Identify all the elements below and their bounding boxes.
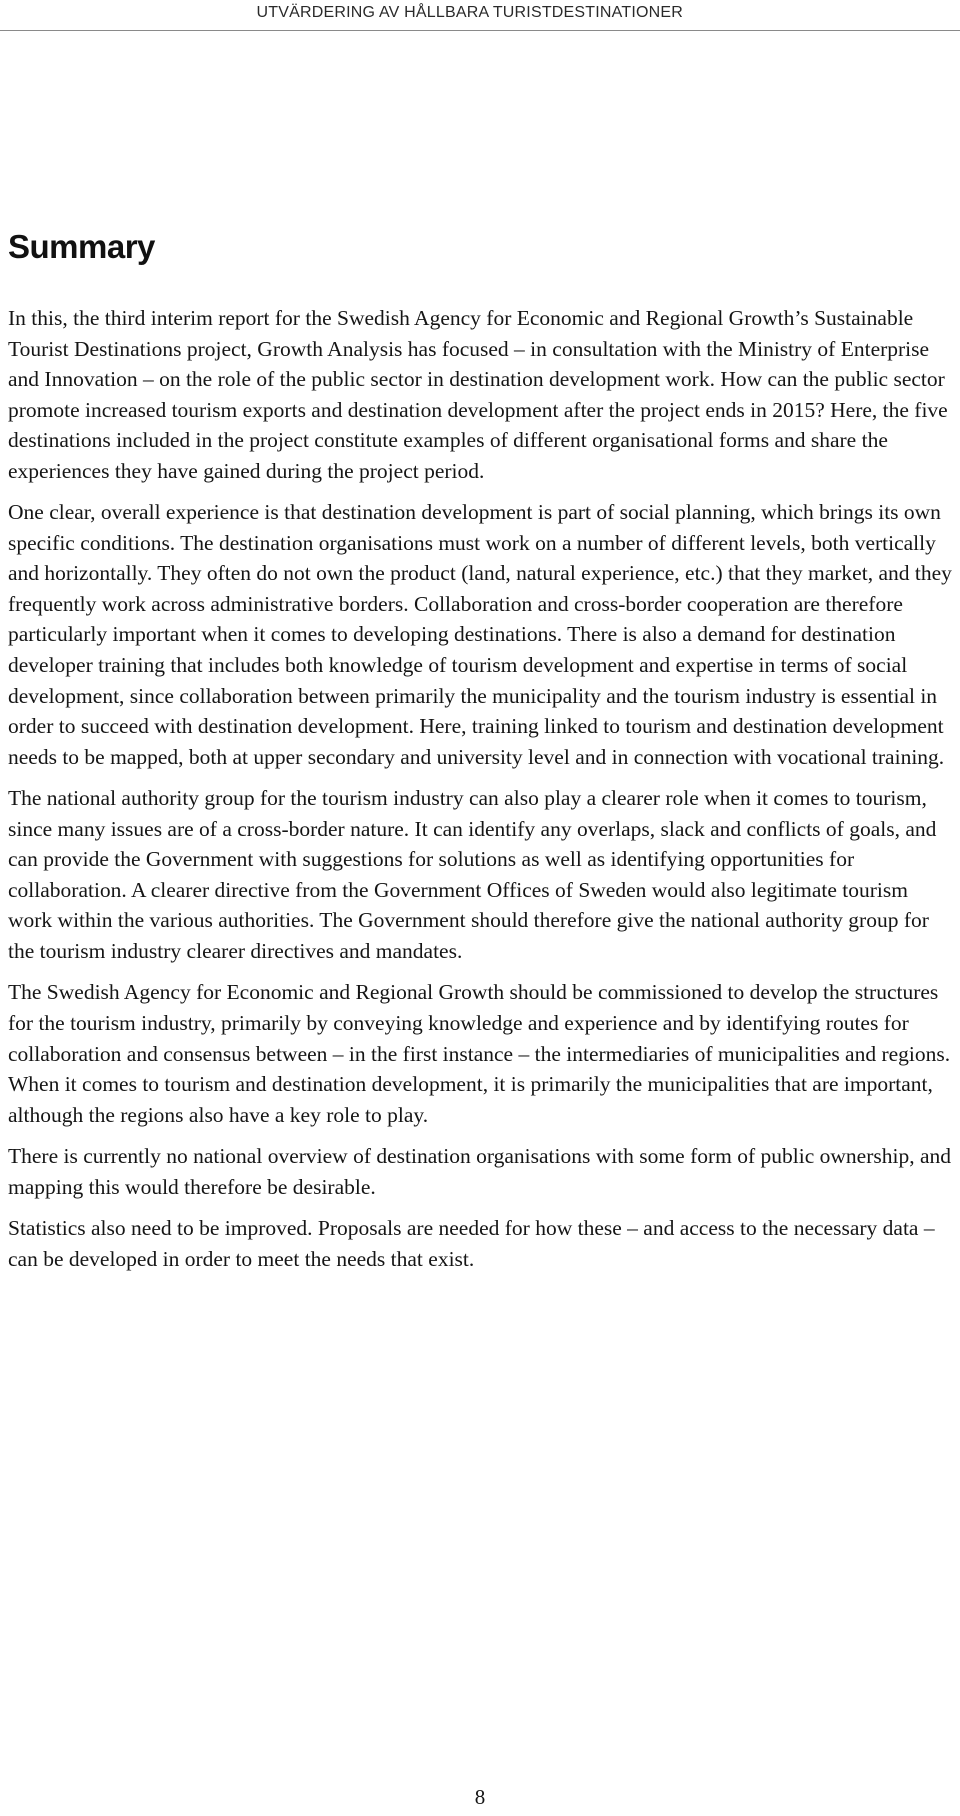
paragraph-authority-group: The national authority group for the tourism industry can also play a clearer role when it comes to tourism, since many issues are of a cross-border nature. It can identify any overlaps, slack and conflicts of goals, and can provide the Government with suggestions for solutions as well as identifying opportunities for collaboration. A clearer directive from the Government Offices of Sweden would also legitimate tourism work within the various authorities. The Government should therefore give the national authority group for the tourism industry clearer directives and mandates. [8,786,937,963]
paragraph-intro: In this, the third interim report for the Swedish Agency for Economic and Regional Growth’s Sustainable Tourist Destinations project, Growth Analysis has focused – in consultation with the Ministry of Enterprise and Innovation – on the role of the public sector in destination development work. How can the public sector promote increased tourism exports and destination development after the project ends in 2015? Here, the five destinations included in the project constitute examples of different organisational forms and share the experiences they have gained during the project period. [8,306,948,483]
paragraph-overview: There is currently no national overview of destination organisations with some form of public ownership, and mapping this would therefore be desirable. [8,1144,951,1199]
paragraph-statistics: Statistics also need to be improved. Proposals are needed for how these – and access to the necessary data – can be developed in order to meet the needs that exist. [8,1216,935,1271]
page-number: 8 [474,1785,486,1809]
paragraph-experience: One clear, overall experience is that destination development is part of social planning, which brings its own specific conditions. The destination organisations must work on a number of different levels, both vertically and horizontally. They often do not own the product (land, natural experience, etc.) that they market, and they frequently work across administrative borders. Collaboration and cross-border cooperation are therefore particularly important when it comes to developing destinations. There is also a demand for destination developer training that includes both knowledge of tourism development and expertise in terms of social development, since collaboration between primarily the municipality and the tourism industry is essential in order to succeed with destination development. Here, training linked to tourism and destination development needs to be mapped, both at upper secondary and university level and in connection with vocational training. [8,500,952,769]
page-title: Summary [8,228,155,265]
summary-body [8,303,956,1285]
paragraph-agency-commission: The Swedish Agency for Economic and Regional Growth should be commissioned to develop the structures for the tourism industry, primarily by conveying knowledge and experience and by identifying routes for collaboration and consensus between – in the first instance – the intermediaries of municipalities and regions. When it comes to tourism and destination development, it is primarily the municipalities that are important, although the regions also have a key role to play. [8,980,951,1127]
header-divider [0,30,960,31]
running-header: UTVÄRDERING AV HÅLLBARA TURISTDESTINATIONER [256,4,683,21]
